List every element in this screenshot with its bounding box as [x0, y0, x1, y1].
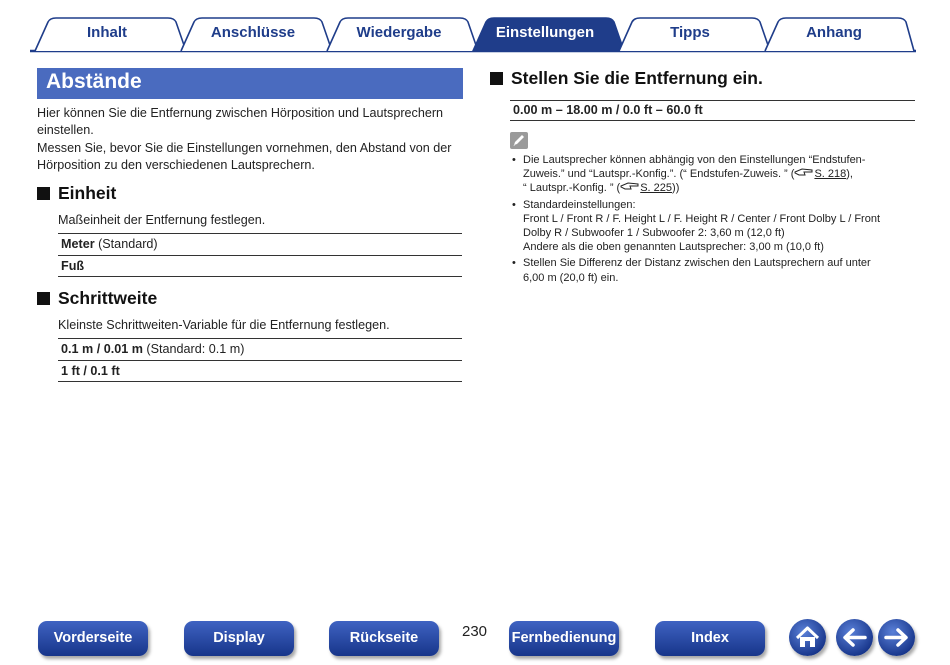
step-description: Kleinste Schrittweiten-Variable für die Entfernung festlegen. — [58, 318, 390, 332]
note-line: Stellen Sie Differenz der Distanz zwischen den Lautsprechern auf unter — [523, 257, 871, 270]
page-reference-link[interactable]: S. 225 — [640, 182, 673, 195]
note-bullet: • — [512, 198, 516, 211]
option-value: Fuß — [61, 258, 85, 273]
intro-paragraph-1: Hier können Sie die Entfernung zwischen Hörposition und Lautsprechern einstellen. — [37, 106, 444, 137]
tab-bar — [0, 0, 950, 56]
note-item — [512, 256, 912, 284]
page-number: 230 — [462, 623, 488, 640]
intro-paragraph-2: Messen Sie, bevor Sie die Einstellungen vornehmen, den Abstand von der Hörposition zu den verschiedenen Lautsprechern. — [37, 141, 452, 172]
note-text: ), — [846, 168, 853, 181]
note-line: Die Lautsprecher können abhängig von den Einstellungen “Endstufen- — [523, 154, 866, 166]
unit-description: Maßeinheit der Entfernung festlegen. — [58, 213, 266, 227]
distance-heading — [490, 68, 763, 89]
step-options — [58, 338, 462, 382]
unit-heading — [37, 183, 116, 204]
arrow-left-icon — [836, 619, 873, 656]
note-text: “ Lautspr.-Konfig. ” ( — [523, 182, 621, 195]
distance-heading-text: Stellen Sie die Entfernung ein. — [511, 68, 763, 88]
distance-range: 0.00 m – 18.00 m / 0.0 ft – 60.0 ft — [510, 100, 915, 121]
section-title: Abstände — [46, 70, 142, 93]
tab-wiedergabe[interactable]: Wiedergabe — [356, 24, 442, 41]
forward-button[interactable] — [878, 619, 915, 656]
note-line: Front L / Front R / F. Height L / F. Height R / Center / Front Dolby L / Front — [523, 212, 881, 225]
unit-heading-text: Einheit — [58, 183, 117, 203]
pencil-icon — [510, 132, 528, 149]
tab-inhalt[interactable]: Inhalt — [87, 24, 127, 41]
note-line: 6,00 m (20,0 ft) ein. — [523, 271, 619, 284]
arrow-right-icon — [878, 619, 915, 656]
tab-tipps[interactable]: Tipps — [670, 24, 710, 41]
note-bullet: • — [512, 257, 516, 270]
square-bullet-icon — [37, 292, 50, 305]
note-line: Standardeinstellungen: — [523, 198, 636, 211]
nav-vorderseite-button[interactable]: Vorderseite — [38, 621, 148, 656]
nav-fernbedienung-button[interactable]: Fernbedienung — [509, 621, 619, 656]
tab-anhang[interactable]: Anhang — [806, 24, 862, 41]
note-line: Dolby R / Subwoofer 1 / Subwoofer 2: 3,60 m (12,0 ft) — [523, 227, 785, 240]
option-note: (Standard) — [94, 237, 158, 251]
unit-option-meter — [58, 234, 462, 256]
note-line — [523, 181, 912, 195]
note-item — [512, 153, 912, 196]
option-value: 1 ft / 0.1 ft — [61, 363, 120, 378]
option-note: (Standard: 0.1 m) — [142, 342, 245, 356]
note-text: )) — [672, 182, 680, 195]
step-heading-text: Schrittweite — [58, 288, 158, 308]
home-button[interactable] — [789, 619, 826, 656]
nav-index-button[interactable]: Index — [655, 621, 765, 656]
step-option-imperial — [58, 361, 462, 383]
option-value: 0.1 m / 0.01 m — [61, 342, 143, 356]
tab-anschluesse[interactable]: Anschlüsse — [210, 24, 296, 41]
nav-rueckseite-button[interactable]: Rückseite — [329, 621, 439, 656]
nav-display-button[interactable]: Display — [184, 621, 294, 656]
section-title-bar — [37, 68, 463, 99]
note-line: Andere als die oben genannten Lautsprecher: 3,00 m (10,0 ft) — [523, 241, 824, 254]
square-bullet-icon — [490, 72, 503, 85]
note-item — [512, 198, 912, 255]
unit-option-fuss — [58, 256, 462, 278]
note-bullet: • — [512, 154, 516, 166]
pencil-icon-graphic — [510, 132, 528, 149]
intro-text — [37, 105, 467, 173]
unit-options — [58, 233, 462, 277]
note-text: Zuweis.” und “Lautspr.-Konfig.”. (“ Endstufen-Zuweis. ” ( — [523, 168, 795, 181]
home-icon — [789, 619, 826, 656]
pointing-hand-icon — [794, 167, 814, 177]
page-reference-link[interactable]: S. 218 — [814, 168, 847, 181]
step-heading — [37, 288, 157, 309]
notes-list — [512, 153, 912, 285]
square-bullet-icon — [37, 187, 50, 200]
tab-einstellungen[interactable]: Einstellungen — [495, 24, 595, 41]
option-value: Meter — [61, 237, 95, 251]
step-option-metric — [58, 339, 462, 361]
back-button[interactable] — [836, 619, 873, 656]
note-line — [523, 167, 912, 181]
pointing-hand-icon — [620, 181, 640, 191]
